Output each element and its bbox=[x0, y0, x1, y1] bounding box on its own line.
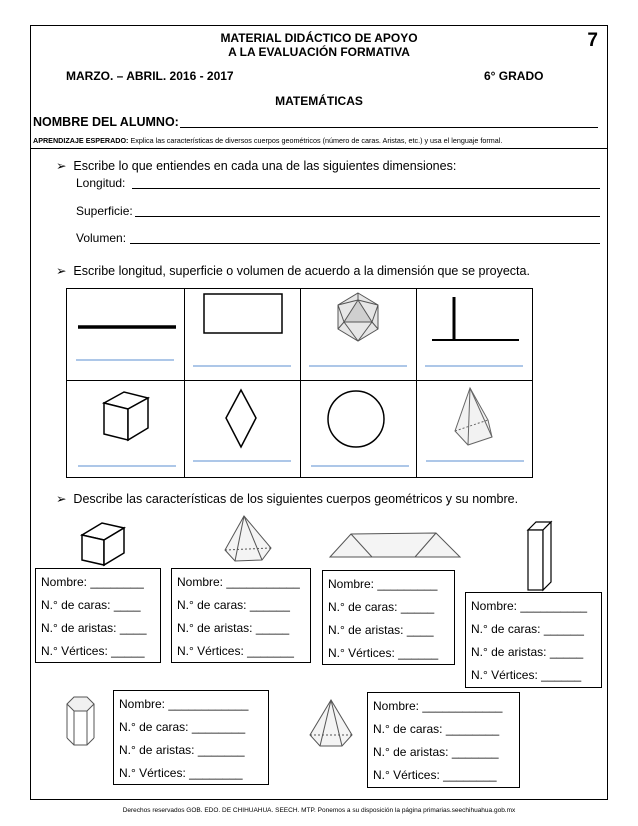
field-superficie-label: Superficie: bbox=[76, 204, 133, 218]
circle-figure bbox=[328, 391, 384, 447]
icosahedron-figure bbox=[338, 293, 378, 341]
cube-figure bbox=[104, 392, 148, 440]
rectangle-figure bbox=[204, 294, 282, 333]
box-name[interactable]: Nombre: ____________ bbox=[373, 699, 503, 713]
box-edges[interactable]: N.° de aristas: _____ bbox=[177, 621, 290, 635]
grade: 6° GRADO bbox=[484, 69, 544, 83]
instruction-1-text: Escribe lo que entiendes en cada una de las siguientes dimensiones: bbox=[73, 159, 457, 173]
instruction-3: ➢ Describe las características de los siguientes cuerpos geométricos y su nombre. bbox=[56, 492, 519, 506]
hexagonal-pyramid-figure bbox=[310, 700, 352, 746]
box-edges[interactable]: N.° de aristas: ____ bbox=[41, 621, 147, 635]
expected-learning-label: APRENDIZAJE ESPERADO: bbox=[33, 136, 129, 145]
box-faces[interactable]: N.° de caras: ________ bbox=[373, 722, 500, 736]
solid-box-1 bbox=[35, 568, 161, 663]
hexagonal-prism-figure bbox=[67, 697, 94, 745]
student-name-label: NOMBRE DEL ALUMNO: bbox=[33, 115, 179, 129]
solid-box-4 bbox=[465, 592, 602, 688]
subject: MATEMÁTICAS bbox=[275, 94, 363, 108]
box-edges[interactable]: N.° de aristas: ____ bbox=[328, 623, 434, 637]
pentagonal-pyramid-figure bbox=[225, 516, 271, 561]
solid-box-3 bbox=[322, 570, 455, 665]
instruction-2: ➢ Escribe longitud, superficie o volumen de acuerdo a la dimensión que se proyecta. bbox=[56, 264, 530, 278]
rhombus-figure bbox=[226, 390, 256, 447]
box-faces[interactable]: N.° de caras: ____ bbox=[41, 598, 141, 612]
expected-learning-text: Explica las características de diversos cuerpos geométricos (número de caras. Aristas, etc.) y usa el lenguaje formal. bbox=[130, 136, 503, 145]
instruction-1: ➢ Escribe lo que entiendes en cada una de las siguientes dimensiones: bbox=[56, 159, 457, 173]
box-vertices[interactable]: N.° Vértices: ________ bbox=[373, 768, 497, 782]
box-name[interactable]: Nombre: _________ bbox=[328, 577, 438, 591]
field-volumen-label: Volumen: bbox=[76, 231, 127, 245]
page-number: 7 bbox=[587, 30, 598, 51]
box-name[interactable]: Nombre: ___________ bbox=[177, 575, 300, 589]
period: MARZO. – ABRIL. 2016 - 2017 bbox=[66, 69, 234, 83]
box-edges[interactable]: N.° de aristas: _______ bbox=[119, 743, 245, 757]
pyramid-figure bbox=[455, 388, 492, 445]
box-faces[interactable]: N.° de caras: ______ bbox=[471, 622, 584, 636]
rectangular-prism-figure bbox=[528, 522, 551, 590]
box-name[interactable]: Nombre: ____________ bbox=[119, 697, 249, 711]
box-vertices[interactable]: N.° Vértices: _____ bbox=[41, 644, 145, 658]
box-name[interactable]: Nombre: __________ bbox=[471, 599, 588, 613]
field-longitud-label: Longitud: bbox=[76, 176, 126, 190]
footer: Derechos reservados GOB. EDO. DE CHIHUAHUA. SEECH. MTP. Ponemos a su disposición la página primarias.seechihuahua.gob.mx bbox=[122, 807, 516, 814]
cube-solid-figure bbox=[82, 523, 124, 565]
triangular-prism-figure bbox=[330, 533, 460, 557]
instruction-2-text: Escribe longitud, superficie o volumen de acuerdo a la dimensión que se proyecta. bbox=[73, 264, 530, 278]
title-line-2: A LA EVALUACIÓN FORMATIVA bbox=[228, 45, 410, 59]
box-name[interactable]: Nombre: ________ bbox=[41, 575, 144, 589]
title-line-1: MATERIAL DIDÁCTICO DE APOYO bbox=[220, 31, 418, 45]
box-faces[interactable]: N.° de caras: _____ bbox=[328, 600, 435, 614]
box-faces[interactable]: N.° de caras: ________ bbox=[119, 720, 246, 734]
box-faces[interactable]: N.° de caras: ______ bbox=[177, 598, 290, 612]
solid-box-5 bbox=[113, 690, 269, 785]
box-vertices[interactable]: N.° Vértices: ______ bbox=[328, 646, 439, 660]
box-vertices[interactable]: N.° Vértices: ______ bbox=[471, 668, 582, 682]
box-vertices[interactable]: N.° Vértices: _______ bbox=[177, 644, 294, 658]
box-vertices[interactable]: N.° Vértices: ________ bbox=[119, 766, 243, 780]
solid-box-6 bbox=[367, 692, 520, 788]
box-edges[interactable]: N.° de aristas: _______ bbox=[373, 745, 499, 759]
box-edges[interactable]: N.° de aristas: _____ bbox=[471, 645, 584, 659]
instruction-3-text: Describe las características de los siguientes cuerpos geométricos y su nombre. bbox=[73, 492, 519, 506]
solid-box-2 bbox=[171, 568, 311, 663]
